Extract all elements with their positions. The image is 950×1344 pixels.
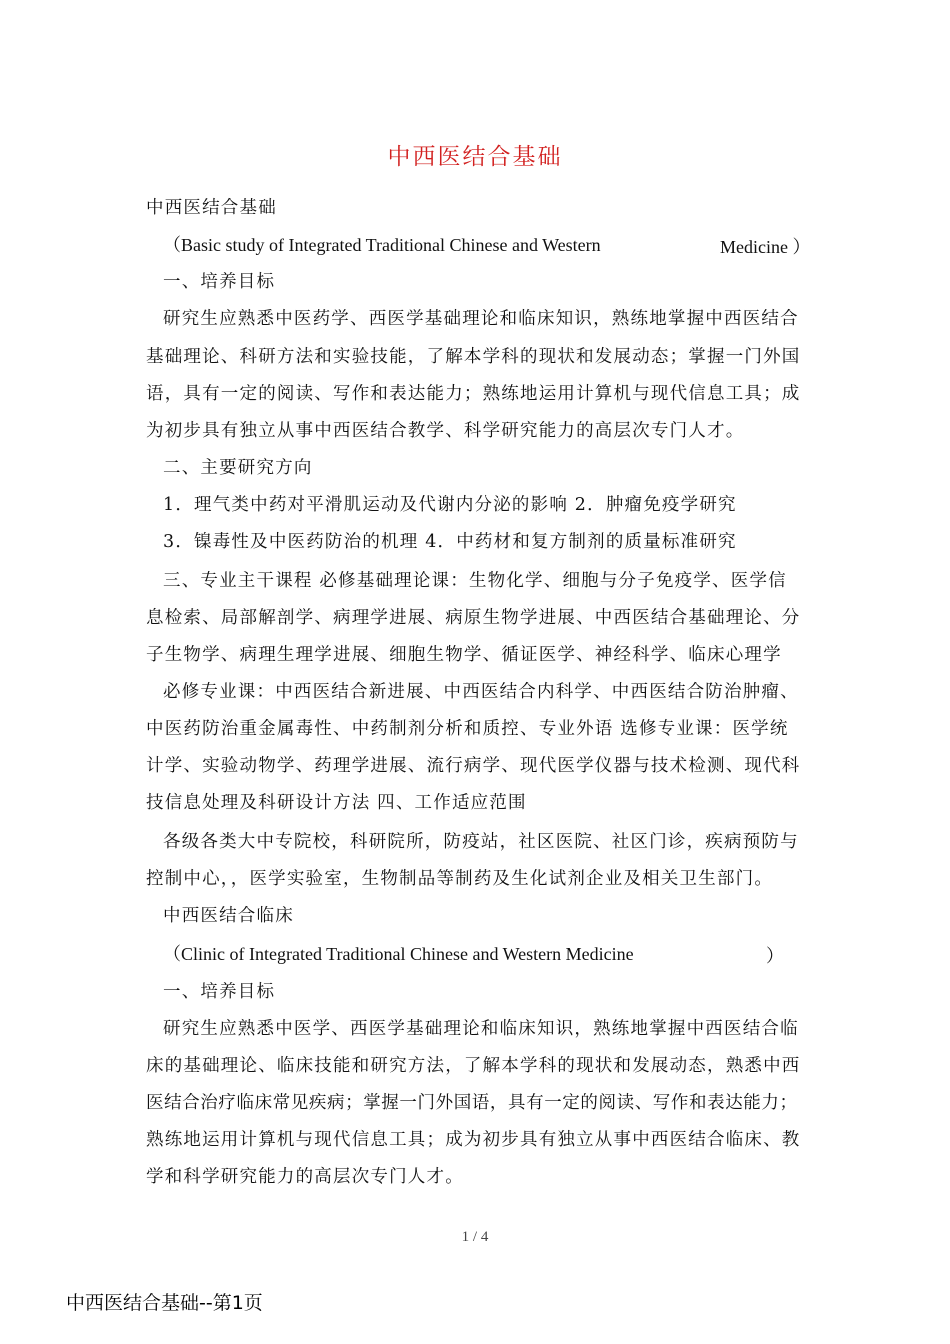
- paragraph-line: 基础理论、科研方法和实验技能，了解本学科的现状和发展动态；掌握一门外国: [146, 347, 801, 367]
- paragraph-line: 学和科学研究能力的高层次专门人才。: [146, 1167, 464, 1187]
- document-title: 中西医结合基础: [387, 144, 563, 170]
- section2-english-title: [163, 942, 634, 966]
- section1-direction-heading: 二、主要研究方向: [163, 458, 313, 478]
- section2-heading: 中西医结合临床: [163, 906, 294, 926]
- paragraph-line: 息检索、局部解剖学、病理学进展、病原生物学进展、中西医结合基础理论、分: [146, 608, 801, 628]
- paragraph-line: 技信息处理及科研设计方法 四、工作适应范围: [146, 793, 527, 813]
- paragraph-line: 研究生应熟悉中医学、西医学基础理论和临床知识，熟练地掌握中西医结合临: [163, 1019, 799, 1039]
- paragraph-line: 熟练地运用计算机与现代信息工具；成为初步具有独立从事中西医结合临床、教: [146, 1130, 801, 1150]
- direction-line: 1．理气类中药对平滑肌运动及代谢内分泌的影响 2．肿瘤免疫学研究: [163, 495, 737, 515]
- paragraph-line: 中医药防治重金属毒性、中药制剂分析和质控、专业外语 选修专业课：医学统: [146, 719, 789, 739]
- paragraph-line: 床的基础理论、临床技能和研究方法，了解本学科的现状和发展动态，熟悉中西: [146, 1056, 801, 1076]
- direction-line: 3．镍毒性及中医药防治的机理 4．中药材和复方制剂的质量标准研究: [163, 532, 737, 552]
- paragraph-line: 子生物学、病理生理学进展、细胞生物学、循证医学、神经科学、临床心理学: [146, 645, 782, 665]
- section1-english-prefix: （Basic study of Integrated Traditional Chinese and Western: [163, 235, 601, 255]
- section1-goal-heading: 一、培养目标: [163, 272, 276, 292]
- paragraph-line: 三、专业主干课程 必修基础理论课：生物化学、细胞与分子免疫学、医学信: [163, 571, 787, 591]
- section2-goal-heading: 一、培养目标: [163, 982, 276, 1002]
- paragraph-line: 语，具有一定的阅读、写作和表达能力；熟练地运用计算机与现代信息工具；成: [146, 384, 801, 404]
- section1-english-title: [163, 233, 601, 257]
- paragraph-line: 医结合治疗临床常见疾病；掌握一门外国语，具有一定的阅读、写作和表达能力；: [146, 1093, 798, 1113]
- paragraph-line: 各级各类大中专院校，科研院所，防疫站，社区医院、社区门诊，疾病预防与: [163, 832, 799, 852]
- paragraph-line: 必修专业课：中西医结合新进展、中西医结合内科学、中西医结合防治肿瘤、: [163, 682, 799, 702]
- paragraph-line: 计学、实验动物学、药理学进展、流行病学、现代医学仪器与技术检测、现代科: [146, 756, 801, 776]
- section2-english-suffix: ）: [766, 946, 784, 966]
- paragraph-line: 控制中心，，医学实验室，生物制品等制药及生化试剂企业及相关卫生部门。: [146, 869, 774, 889]
- paragraph-line: 研究生应熟悉中医药学、西医学基础理论和临床知识，熟练地掌握中西医结合: [163, 309, 799, 329]
- paragraph-line: 为初步具有独立从事中西医结合教学、科学研究能力的高层次专门人才。: [146, 421, 745, 441]
- page-number: 1 / 4: [461, 1229, 489, 1245]
- footer-label: 中西医结合基础--第1页: [66, 1292, 263, 1314]
- section1-heading: 中西医结合基础: [146, 198, 277, 218]
- section1-english-suffix: Medicine ）: [720, 237, 811, 257]
- section2-english-prefix: （Clinic of Integrated Traditional Chinese and Western Medicine: [163, 944, 634, 964]
